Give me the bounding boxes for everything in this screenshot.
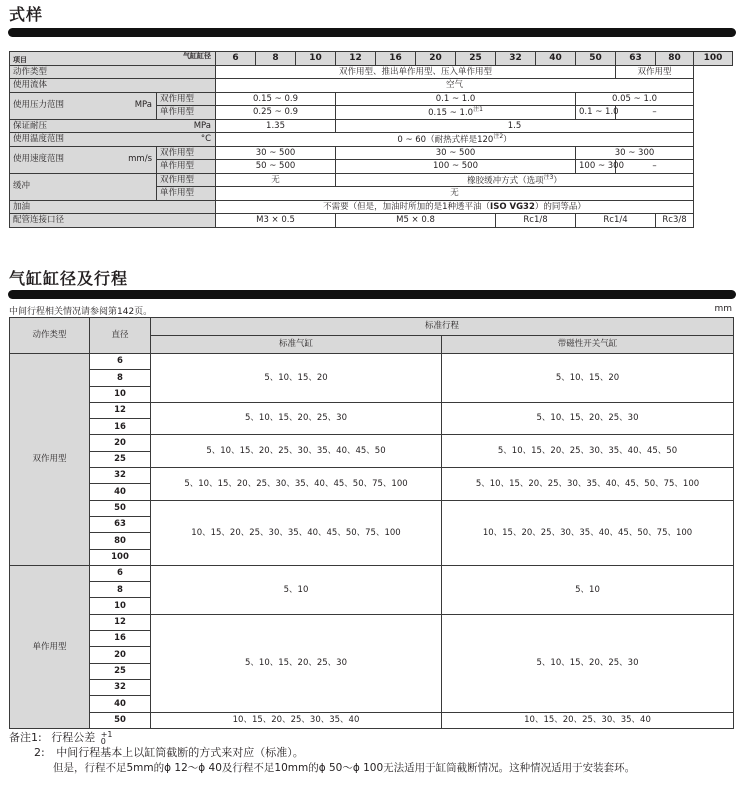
spec-value: 无 [216,173,336,187]
bore-cell: 10 [90,386,151,402]
spec-value: 30 ~ 500 [216,146,336,160]
bore-header: 50 [576,52,616,66]
std-stroke-cell: 5、10、15、20、25、30 [151,402,442,435]
spec-unit: MPa [86,92,157,119]
spec-unit: MPa [157,119,216,133]
spec-value: 无 [216,187,694,201]
spec-sublabel: 双作用型 [157,146,216,160]
mag-stroke-cell: 5、10、15、20、25、30、35、40、45、50 [442,435,734,468]
double-action-label: 双作用型 [10,354,90,566]
note-2-text: 中间行程基本上以缸筒截断的方式来对应（标准）。 [56,746,304,759]
spec-value: M5 × 0.8 [336,214,496,228]
spec-row-port [10,214,733,228]
bore-cell: 20 [90,647,151,663]
bore-header: 100 [694,52,733,66]
bore-header: 32 [496,52,536,66]
bore-header: 16 [376,52,416,66]
spec-row-proof [10,119,733,133]
spec-value: Rc1/4 [576,214,656,228]
spec-section-title: 式样 [9,5,44,24]
spec-value: 橡胶缓冲方式（选项$^{注3}$） [336,173,694,187]
table-row [10,354,734,370]
note-1-text: 行程公差 [51,731,96,744]
bore-cell: 50 [90,712,151,728]
note-marker: 注1 [473,106,483,114]
spec-row-temp [10,133,733,147]
note-3-text: 但是，行程不足5mm的ϕ 12～ϕ 40及行程不足10mm的ϕ 50～ϕ 100无法适用于缸筒截断情况。这种情况适用于安装套环。 [53,762,636,774]
table-row [10,468,734,484]
mag-stroke-cell: 5、10 [442,565,734,614]
stroke-section-bar [8,290,736,299]
std-stroke-cell: 10、15、20、25、30、35、40 [151,712,442,728]
bore-cell: 63 [90,516,151,532]
spec-label: 配管连接口径 [10,214,216,228]
spec-table [9,51,733,228]
spec-value: Rc3/8 [656,214,694,228]
spec-value: – [616,106,694,120]
spec-row-speed-double [10,146,733,160]
spec-value: 30 ~ 300 [576,146,694,160]
spec-row-pressure-double [10,92,733,106]
single-action-label: 单作用型 [10,565,90,728]
spec-value: 1.35 [216,119,336,133]
spec-value: 0.25 ~ 0.9 [216,106,336,120]
stroke-table [9,317,734,729]
spec-label: 加油 [10,200,216,214]
spec-value: 30 ~ 500 [336,146,576,160]
mag-stroke-cell: 5、10、15、20、25、30 [442,402,734,435]
spec-sublabel: 双作用型 [157,92,216,106]
mag-stroke-cell: 5、10、15、20、25、30 [442,614,734,712]
std-stroke-cell: 5、10、15、20、25、30、35、40、45、50 [151,435,442,468]
note-marker: 注2 [493,133,504,141]
spec-sublabel: 单作用型 [157,106,216,120]
note-1-label: 备注1: [9,731,42,744]
bore-cell: 8 [90,582,151,598]
spec-header-bore: 气缸缸径 [183,52,212,60]
std-stroke-cell: 5、10、15、20、25、30 [151,614,442,712]
std-stroke-cell: 5、10、15、20、25、30、35、40、45、50、75、100 [151,468,442,501]
note-2 [34,744,304,760]
bore-header: 12 [336,52,376,66]
std-stroke-cell: 5、10 [151,565,442,614]
spec-value: 0.15 ~ 0.9 [216,92,336,106]
table-row [10,614,734,630]
bore-header: 8 [256,52,296,66]
col-action-header: 动作类型 [10,318,90,354]
bore-header: 10 [296,52,336,66]
note-2-label: 2: [34,746,45,759]
spec-value: 100 ~ 500 [336,160,576,174]
spec-unit: °C [157,133,216,147]
bore-cell: 12 [90,402,151,418]
spec-label: 使用温度范围 [10,133,157,147]
stroke-section-title: 气缸缸径及行程 [9,269,129,288]
col-bore-header: 直径 [90,318,151,354]
stroke-header-row [10,318,734,336]
bore-cell: 100 [90,549,151,565]
bore-cell: 80 [90,533,151,549]
table-row [10,435,734,451]
std-stroke-cell: 10、15、20、25、30、35、40、45、50、75、100 [151,500,442,565]
table-row [10,712,734,728]
bore-cell: 32 [90,468,151,484]
bore-cell: 16 [90,419,151,435]
bore-header: 20 [416,52,456,66]
col-mag-cyl-header: 带磁性开关气缸 [442,336,734,354]
stroke-unit: mm [714,304,732,314]
bore-header: 80 [656,52,694,66]
spec-value: – [616,160,694,174]
bore-cell: 50 [90,500,151,516]
spec-header-row [10,52,733,66]
spec-sublabel: 单作用型 [157,187,216,201]
spec-label: 保证耐压 [10,119,157,133]
bore-cell: 8 [90,370,151,386]
bore-cell: 10 [90,598,151,614]
spec-value: 50 ~ 500 [216,160,336,174]
spec-value: M3 × 0.5 [216,214,336,228]
spec-section-bar [8,28,736,37]
spec-value: 0 ~ 60（耐热式样是120$^{注2}$） [216,133,694,147]
spec-label: 缓冲 [10,173,157,200]
stroke-reference-note: 中间行程相关情况请参阅第142页。 [9,307,153,317]
std-stroke-cell: 5、10、15、20 [151,354,442,403]
spec-value: 双作用型 [616,65,694,79]
spec-header-corner [10,52,216,66]
spec-value: 0.05 ~ 1.0 [576,92,694,106]
spec-label: 使用速度范围 [10,146,86,173]
bore-header: 40 [536,52,576,66]
bore-cell: 32 [90,679,151,695]
bore-cell: 16 [90,631,151,647]
spec-sublabel: 单作用型 [157,160,216,174]
spec-value: 不需要（但是，加油时所加的是1种透平油（ISO VG32）的同等品） [216,200,694,214]
col-std-cyl-header: 标准气缸 [151,336,442,354]
bore-cell: 40 [90,484,151,500]
note-1 [9,729,113,745]
bore-cell: 6 [90,354,151,370]
spec-value: 1.5 [336,119,694,133]
spec-value: 空气 [216,79,694,93]
bore-header: 6 [216,52,256,66]
table-row [10,565,734,581]
mag-stroke-cell: 10、15、20、25、30、35、40、45、50、75、100 [442,500,734,565]
spec-value: 0.15 ~ 1.0$^{注1}$ [336,106,576,120]
bore-cell: 6 [90,565,151,581]
bore-header: 63 [616,52,656,66]
bore-header: 25 [456,52,496,66]
note-marker: 注3 [543,173,554,181]
spec-sublabel: 双作用型 [157,173,216,187]
spec-unit: mm/s [86,146,157,173]
col-std-header: 标准行程 [151,318,734,336]
bore-cell: 12 [90,614,151,630]
spec-label: 使用压力范围 [10,92,86,119]
table-row [10,500,734,516]
mag-stroke-cell: 5、10、15、20 [442,354,734,403]
mag-stroke-cell: 5、10、15、20、25、30、35、40、45、50、75、100 [442,468,734,501]
spec-row-lube [10,200,733,214]
bore-cell: 40 [90,696,151,712]
bore-cell: 25 [90,663,151,679]
spec-row-cushion-double [10,173,733,187]
bore-cell: 20 [90,435,151,451]
spec-value: 0.1 ~ 1.0 [336,92,576,106]
spec-value: 100 ~ 300 [576,160,616,174]
bore-cell: 25 [90,451,151,467]
spec-row-action [10,65,733,79]
spec-value: Rc1/8 [496,214,576,228]
spec-value: 双作用型、推出单作用型、压入单作用型 [216,65,616,79]
spec-label: 使用流体 [10,79,216,93]
mag-stroke-cell: 10、15、20、25、30、35、40 [442,712,734,728]
spec-row-fluid [10,79,733,93]
spec-label: 动作类型 [10,65,216,79]
tolerance: +1 0 [100,729,113,746]
spec-value: 0.1 ~ 1.0 [576,106,616,120]
spec-header-item: 项目 [13,55,27,64]
table-row [10,402,734,418]
